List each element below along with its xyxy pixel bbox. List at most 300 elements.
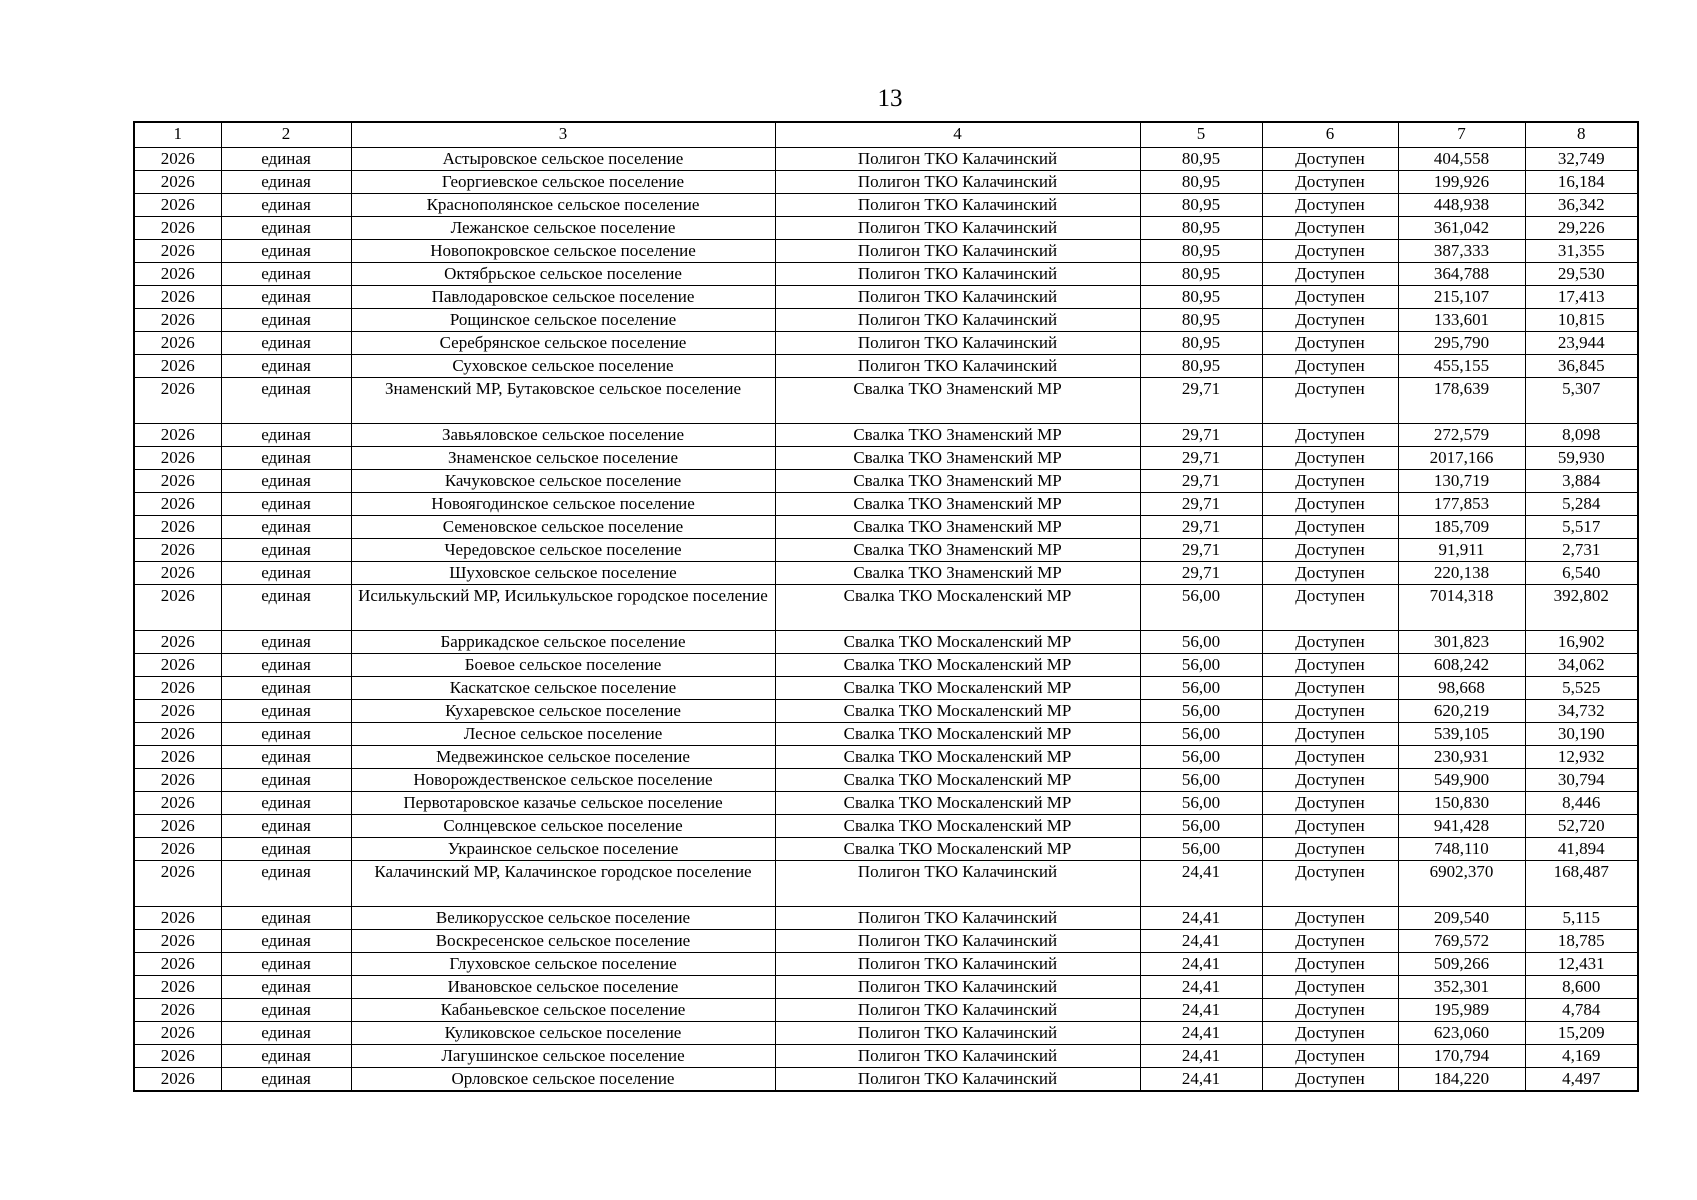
table-cell: 199,926 <box>1398 171 1525 194</box>
table-cell: Чередовское сельское поселение <box>351 539 775 562</box>
table-cell: 2026 <box>134 286 221 309</box>
table-cell: Доступен <box>1262 999 1398 1022</box>
table-cell: 448,938 <box>1398 194 1525 217</box>
table-cell: 5,517 <box>1525 516 1638 539</box>
table-cell: 361,042 <box>1398 217 1525 240</box>
table-cell: Доступен <box>1262 309 1398 332</box>
table-cell: 387,333 <box>1398 240 1525 263</box>
table-cell: единая <box>221 493 351 516</box>
table-row <box>134 562 1638 585</box>
table-cell: 5,307 <box>1525 378 1638 424</box>
table-cell: 2026 <box>134 240 221 263</box>
table-cell: 56,00 <box>1140 838 1262 861</box>
table-cell: 2026 <box>134 562 221 585</box>
table-cell: Куликовское сельское поселение <box>351 1022 775 1045</box>
table-cell: Полигон ТКО Калачинский <box>775 240 1140 263</box>
table-cell: Доступен <box>1262 539 1398 562</box>
table-cell: Доступен <box>1262 723 1398 746</box>
table-cell: Доступен <box>1262 194 1398 217</box>
table-cell: Полигон ТКО Калачинский <box>775 217 1140 240</box>
table-cell: Доступен <box>1262 861 1398 907</box>
table-cell: 2026 <box>134 769 221 792</box>
table-cell: Первотаровское казачье сельское поселение <box>351 792 775 815</box>
table-cell: 220,138 <box>1398 562 1525 585</box>
table-row <box>134 493 1638 516</box>
table-cell: 5,284 <box>1525 493 1638 516</box>
table-cell: 184,220 <box>1398 1068 1525 1092</box>
table-cell: Доступен <box>1262 1022 1398 1045</box>
table-cell: единая <box>221 309 351 332</box>
table-cell: 18,785 <box>1525 930 1638 953</box>
table-cell: 769,572 <box>1398 930 1525 953</box>
table-cell: 364,788 <box>1398 263 1525 286</box>
table-cell: Новорождественское сельское поселение <box>351 769 775 792</box>
table-cell: 130,719 <box>1398 470 1525 493</box>
table-cell: Доступен <box>1262 332 1398 355</box>
table-cell: 748,110 <box>1398 838 1525 861</box>
table-cell: Доступен <box>1262 654 1398 677</box>
table-cell: 29,226 <box>1525 217 1638 240</box>
table-cell: единая <box>221 332 351 355</box>
table-row <box>134 1068 1638 1092</box>
table-cell: Шуховское сельское поселение <box>351 562 775 585</box>
table-cell: 29,71 <box>1140 470 1262 493</box>
table-cell: Качуковское сельское поселение <box>351 470 775 493</box>
table-cell: Полигон ТКО Калачинский <box>775 309 1140 332</box>
table-cell: 549,900 <box>1398 769 1525 792</box>
table-cell: единая <box>221 700 351 723</box>
table-cell: единая <box>221 286 351 309</box>
table-cell: Знаменский МР, Бутаковское сельское поселение <box>351 378 775 424</box>
table-cell: единая <box>221 194 351 217</box>
table-cell: Свалка ТКО Москаленский МР <box>775 585 1140 631</box>
table-cell: 2026 <box>134 700 221 723</box>
table-cell: Доступен <box>1262 562 1398 585</box>
table-cell: 352,301 <box>1398 976 1525 999</box>
table-cell: 2026 <box>134 723 221 746</box>
table-cell: Свалка ТКО Москаленский МР <box>775 746 1140 769</box>
table-cell: Свалка ТКО Знаменский МР <box>775 378 1140 424</box>
table-cell: 29,71 <box>1140 447 1262 470</box>
table-cell: единая <box>221 539 351 562</box>
table-cell: Доступен <box>1262 700 1398 723</box>
table-cell: Полигон ТКО Калачинский <box>775 332 1140 355</box>
table-cell: Доступен <box>1262 148 1398 171</box>
table-row <box>134 723 1638 746</box>
table-cell: 32,749 <box>1525 148 1638 171</box>
table-cell: 2026 <box>134 631 221 654</box>
table-cell: Свалка ТКО Знаменский МР <box>775 516 1140 539</box>
table-cell: единая <box>221 1022 351 1045</box>
table-cell: 404,558 <box>1398 148 1525 171</box>
table-cell: 272,579 <box>1398 424 1525 447</box>
table-cell: единая <box>221 1068 351 1092</box>
table-row <box>134 930 1638 953</box>
table-row <box>134 677 1638 700</box>
table-cell: 8,098 <box>1525 424 1638 447</box>
column-header: 5 <box>1140 122 1262 148</box>
table-row <box>134 976 1638 999</box>
table-cell: 539,105 <box>1398 723 1525 746</box>
table-cell: 24,41 <box>1140 907 1262 930</box>
table-cell: Великорусское сельское поселение <box>351 907 775 930</box>
table-cell: Доступен <box>1262 838 1398 861</box>
table-cell: 80,95 <box>1140 332 1262 355</box>
table-row <box>134 263 1638 286</box>
table-cell: 23,944 <box>1525 332 1638 355</box>
table-cell: 2026 <box>134 1045 221 1068</box>
table-cell: Полигон ТКО Калачинский <box>775 999 1140 1022</box>
table-cell: Лагушинское сельское поселение <box>351 1045 775 1068</box>
table-cell: 56,00 <box>1140 700 1262 723</box>
table-cell: единая <box>221 263 351 286</box>
table-cell: единая <box>221 907 351 930</box>
table-cell: Доступен <box>1262 769 1398 792</box>
table-cell: 10,815 <box>1525 309 1638 332</box>
table-cell: Краснополянское сельское поселение <box>351 194 775 217</box>
table-row <box>134 447 1638 470</box>
table-cell: Серебрянское сельское поселение <box>351 332 775 355</box>
table-cell: единая <box>221 631 351 654</box>
table-cell: единая <box>221 815 351 838</box>
table-cell: единая <box>221 240 351 263</box>
table-cell: 29,71 <box>1140 539 1262 562</box>
table-row <box>134 815 1638 838</box>
table-cell: 2026 <box>134 194 221 217</box>
table-cell: 17,413 <box>1525 286 1638 309</box>
table-cell: Доступен <box>1262 286 1398 309</box>
table-cell: Свалка ТКО Москаленский МР <box>775 631 1140 654</box>
table-cell: 80,95 <box>1140 194 1262 217</box>
table-cell: единая <box>221 999 351 1022</box>
table-cell: 2026 <box>134 470 221 493</box>
table-cell: Суховское сельское поселение <box>351 355 775 378</box>
table-cell: Доступен <box>1262 746 1398 769</box>
table-cell: Свалка ТКО Знаменский МР <box>775 562 1140 585</box>
table-cell: Глуховское сельское поселение <box>351 953 775 976</box>
table-cell: Полигон ТКО Калачинский <box>775 1022 1140 1045</box>
table-row <box>134 654 1638 677</box>
table-cell: 24,41 <box>1140 930 1262 953</box>
table-cell: Доступен <box>1262 815 1398 838</box>
table-cell: 6,540 <box>1525 562 1638 585</box>
table-cell: 29,71 <box>1140 378 1262 424</box>
table-cell: единая <box>221 148 351 171</box>
table-row <box>134 539 1638 562</box>
table-cell: 2026 <box>134 746 221 769</box>
table-cell: Доступен <box>1262 792 1398 815</box>
table-cell: 455,155 <box>1398 355 1525 378</box>
table-cell: единая <box>221 585 351 631</box>
table-cell: 12,932 <box>1525 746 1638 769</box>
table-cell: 56,00 <box>1140 746 1262 769</box>
table-cell: 80,95 <box>1140 355 1262 378</box>
table-cell: 2026 <box>134 355 221 378</box>
table-cell: 295,790 <box>1398 332 1525 355</box>
table-cell: 2026 <box>134 792 221 815</box>
page-number: 13 <box>877 85 903 112</box>
table-cell: 2,731 <box>1525 539 1638 562</box>
table-cell: Доступен <box>1262 677 1398 700</box>
table-cell: Доступен <box>1262 378 1398 424</box>
table-cell: Астыровское сельское поселение <box>351 148 775 171</box>
table-cell: Доступен <box>1262 240 1398 263</box>
table-cell: 2026 <box>134 861 221 907</box>
table-cell: 2026 <box>134 148 221 171</box>
table-cell: 2026 <box>134 815 221 838</box>
table-cell: 2017,166 <box>1398 447 1525 470</box>
table-cell: 29,71 <box>1140 424 1262 447</box>
table-cell: 5,525 <box>1525 677 1638 700</box>
table-cell: единая <box>221 677 351 700</box>
table-cell: единая <box>221 378 351 424</box>
table-cell: Свалка ТКО Москаленский МР <box>775 838 1140 861</box>
table-cell: единая <box>221 746 351 769</box>
table-cell: 56,00 <box>1140 723 1262 746</box>
table-row <box>134 470 1638 493</box>
table-cell: Полигон ТКО Калачинский <box>775 953 1140 976</box>
table-cell: единая <box>221 792 351 815</box>
table-cell: 509,266 <box>1398 953 1525 976</box>
table-cell: 4,784 <box>1525 999 1638 1022</box>
table-cell: Кухаревское сельское поселение <box>351 700 775 723</box>
table-cell: Доступен <box>1262 424 1398 447</box>
table-cell: единая <box>221 447 351 470</box>
table-cell: 31,355 <box>1525 240 1638 263</box>
table-cell: Баррикадское сельское поселение <box>351 631 775 654</box>
table-cell: 215,107 <box>1398 286 1525 309</box>
table-cell: единая <box>221 516 351 539</box>
table-cell: 170,794 <box>1398 1045 1525 1068</box>
table-cell: 29,530 <box>1525 263 1638 286</box>
table-cell: Полигон ТКО Калачинский <box>775 861 1140 907</box>
table-cell: 12,431 <box>1525 953 1638 976</box>
table-cell: 2026 <box>134 907 221 930</box>
table-cell: единая <box>221 723 351 746</box>
table-cell: 620,219 <box>1398 700 1525 723</box>
table-cell: 2026 <box>134 654 221 677</box>
table-cell: Доступен <box>1262 1045 1398 1068</box>
table-cell: единая <box>221 217 351 240</box>
table-cell: 56,00 <box>1140 815 1262 838</box>
table-cell: Доступен <box>1262 171 1398 194</box>
table-cell: 2026 <box>134 677 221 700</box>
table-cell: 16,902 <box>1525 631 1638 654</box>
table-cell: Новоягодинское сельское поселение <box>351 493 775 516</box>
table-cell: 2026 <box>134 953 221 976</box>
table-cell: 2026 <box>134 171 221 194</box>
table-cell: Доступен <box>1262 930 1398 953</box>
column-header: 7 <box>1398 122 1525 148</box>
table-cell: Калачинский МР, Калачинское городское поселение <box>351 861 775 907</box>
table-cell: единая <box>221 953 351 976</box>
table-cell: 2026 <box>134 838 221 861</box>
table-cell: Полигон ТКО Калачинский <box>775 1068 1140 1092</box>
table-cell: Свалка ТКО Знаменский МР <box>775 424 1140 447</box>
table-cell: единая <box>221 1045 351 1068</box>
table-cell: Лесное сельское поселение <box>351 723 775 746</box>
table-cell: Свалка ТКО Москаленский МР <box>775 769 1140 792</box>
table-cell: Полигон ТКО Калачинский <box>775 148 1140 171</box>
table-cell: 392,802 <box>1525 585 1638 631</box>
table-row <box>134 700 1638 723</box>
table-cell: 2026 <box>134 217 221 240</box>
table-cell: 80,95 <box>1140 217 1262 240</box>
table-cell: Украинское сельское поселение <box>351 838 775 861</box>
table-cell: Доступен <box>1262 355 1398 378</box>
table-cell: Георгиевское сельское поселение <box>351 171 775 194</box>
table-cell: 15,209 <box>1525 1022 1638 1045</box>
table-cell: 4,497 <box>1525 1068 1638 1092</box>
table-cell: 177,853 <box>1398 493 1525 516</box>
table-cell: Доступен <box>1262 976 1398 999</box>
table-cell: 56,00 <box>1140 654 1262 677</box>
table-cell: единая <box>221 861 351 907</box>
table-cell: 80,95 <box>1140 263 1262 286</box>
table-cell: 24,41 <box>1140 976 1262 999</box>
table-row <box>134 194 1638 217</box>
table-cell: единая <box>221 424 351 447</box>
table-cell: Каскатское сельское поселение <box>351 677 775 700</box>
table-cell: 30,794 <box>1525 769 1638 792</box>
table-cell: 2026 <box>134 516 221 539</box>
table-cell: Полигон ТКО Калачинский <box>775 263 1140 286</box>
table-cell: 185,709 <box>1398 516 1525 539</box>
table-cell: Свалка ТКО Знаменский МР <box>775 470 1140 493</box>
column-header: 4 <box>775 122 1140 148</box>
table-cell: 16,184 <box>1525 171 1638 194</box>
table-cell: Доступен <box>1262 493 1398 516</box>
table-cell: 178,639 <box>1398 378 1525 424</box>
table-row <box>134 217 1638 240</box>
table-cell: Воскресенское сельское поселение <box>351 930 775 953</box>
column-header: 6 <box>1262 122 1398 148</box>
table-cell: Свалка ТКО Москаленский МР <box>775 815 1140 838</box>
table-cell: 941,428 <box>1398 815 1525 838</box>
table-cell: 2026 <box>134 585 221 631</box>
table-cell: Павлодаровское сельское поселение <box>351 286 775 309</box>
table-row <box>134 953 1638 976</box>
table-cell: 24,41 <box>1140 1068 1262 1092</box>
table-cell: Лежанское сельское поселение <box>351 217 775 240</box>
table-row <box>134 309 1638 332</box>
table-cell: 24,41 <box>1140 861 1262 907</box>
table-cell: Свалка ТКО Знаменский МР <box>775 493 1140 516</box>
table-cell: 2026 <box>134 263 221 286</box>
table-cell: 133,601 <box>1398 309 1525 332</box>
table-cell: 623,060 <box>1398 1022 1525 1045</box>
table-cell: Свалка ТКО Москаленский МР <box>775 723 1140 746</box>
table-cell: Доступен <box>1262 470 1398 493</box>
table-cell: Полигон ТКО Калачинский <box>775 171 1140 194</box>
table-cell: Доступен <box>1262 1068 1398 1092</box>
table-cell: 4,169 <box>1525 1045 1638 1068</box>
table-cell: единая <box>221 470 351 493</box>
table-cell: Свалка ТКО Москаленский МР <box>775 700 1140 723</box>
table-cell: 2026 <box>134 930 221 953</box>
table-cell: 36,342 <box>1525 194 1638 217</box>
table-cell: 6902,370 <box>1398 861 1525 907</box>
table-row <box>134 792 1638 815</box>
table-cell: 24,41 <box>1140 999 1262 1022</box>
table-cell: Полигон ТКО Калачинский <box>775 907 1140 930</box>
table-cell: 56,00 <box>1140 585 1262 631</box>
table-cell: Ивановское сельское поселение <box>351 976 775 999</box>
table-cell: 301,823 <box>1398 631 1525 654</box>
table-cell: Доступен <box>1262 953 1398 976</box>
table-cell: Свалка ТКО Знаменский МР <box>775 539 1140 562</box>
table-cell: 56,00 <box>1140 792 1262 815</box>
table-cell: Доступен <box>1262 907 1398 930</box>
table-cell: 91,911 <box>1398 539 1525 562</box>
table-cell: Свалка ТКО Знаменский МР <box>775 447 1140 470</box>
table-cell: Полигон ТКО Калачинский <box>775 976 1140 999</box>
table-cell: 80,95 <box>1140 171 1262 194</box>
data-table <box>133 121 1639 1092</box>
table-cell: 2026 <box>134 378 221 424</box>
table-row <box>134 148 1638 171</box>
table-cell: Медвежинское сельское поселение <box>351 746 775 769</box>
table-cell: Доступен <box>1262 217 1398 240</box>
column-header: 3 <box>351 122 775 148</box>
table-row <box>134 171 1638 194</box>
table-cell: единая <box>221 171 351 194</box>
table-cell: Доступен <box>1262 447 1398 470</box>
table-cell: единая <box>221 769 351 792</box>
table-cell: Исилькульский МР, Исилькульское городское поселение <box>351 585 775 631</box>
table-cell: 98,668 <box>1398 677 1525 700</box>
table-row <box>134 286 1638 309</box>
table-cell: 36,845 <box>1525 355 1638 378</box>
table-cell: единая <box>221 930 351 953</box>
table-cell: 5,115 <box>1525 907 1638 930</box>
table-cell: Знаменское сельское поселение <box>351 447 775 470</box>
table-cell: Свалка ТКО Москаленский МР <box>775 654 1140 677</box>
table-cell: 2026 <box>134 447 221 470</box>
table-cell: 2026 <box>134 976 221 999</box>
table-cell: Рощинское сельское поселение <box>351 309 775 332</box>
table-cell: Солнцевское сельское поселение <box>351 815 775 838</box>
table-cell: единая <box>221 838 351 861</box>
column-header: 2 <box>221 122 351 148</box>
table-cell: 24,41 <box>1140 953 1262 976</box>
table-cell: Семеновское сельское поселение <box>351 516 775 539</box>
table-cell: 56,00 <box>1140 769 1262 792</box>
table-cell: Новопокровское сельское поселение <box>351 240 775 263</box>
table-cell: 52,720 <box>1525 815 1638 838</box>
table-cell: единая <box>221 562 351 585</box>
table-cell: 209,540 <box>1398 907 1525 930</box>
table-row <box>134 999 1638 1022</box>
table-cell: 29,71 <box>1140 493 1262 516</box>
table-cell: 41,894 <box>1525 838 1638 861</box>
table-cell: 30,190 <box>1525 723 1638 746</box>
table-cell: Свалка ТКО Москаленский МР <box>775 677 1140 700</box>
table-cell: 8,600 <box>1525 976 1638 999</box>
table-cell: Полигон ТКО Калачинский <box>775 1045 1140 1068</box>
table-cell: 80,95 <box>1140 148 1262 171</box>
table-cell: 168,487 <box>1525 861 1638 907</box>
table-cell: Кабаньевское сельское поселение <box>351 999 775 1022</box>
table-row <box>134 516 1638 539</box>
table-cell: 24,41 <box>1140 1045 1262 1068</box>
table-row <box>134 1022 1638 1045</box>
table-cell: Орловское сельское поселение <box>351 1068 775 1092</box>
table-row <box>134 585 1638 631</box>
table-cell: единая <box>221 654 351 677</box>
table-row <box>134 378 1638 424</box>
table-cell: единая <box>221 355 351 378</box>
